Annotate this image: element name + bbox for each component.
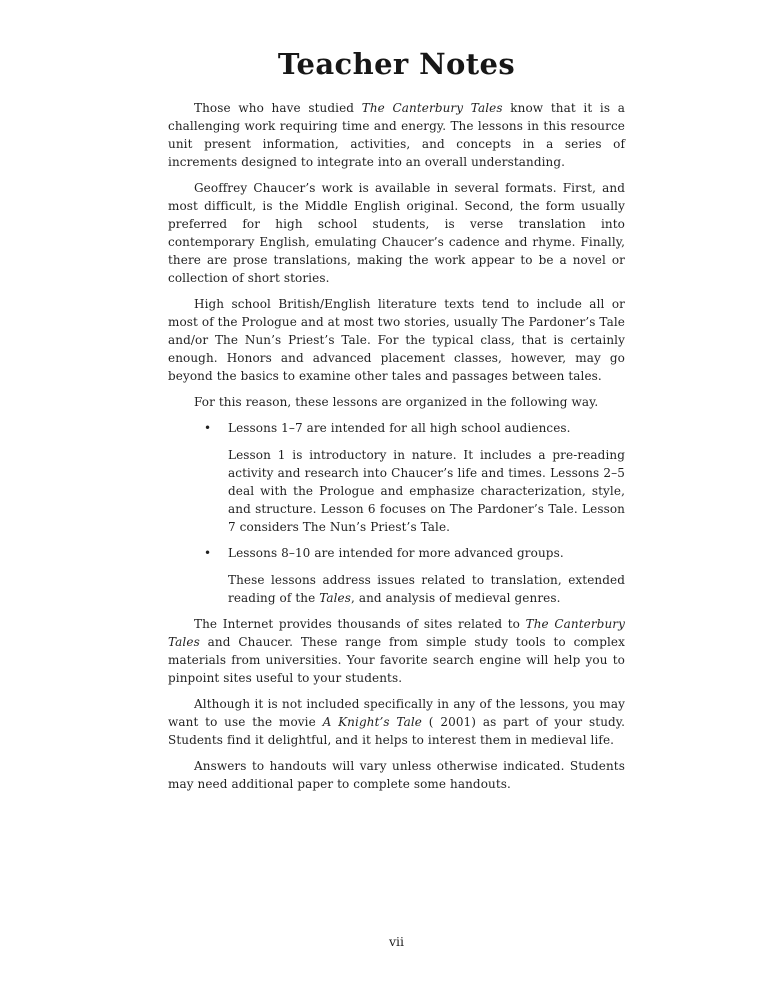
- italic-text: The Canterbury Tales: [168, 617, 625, 649]
- paragraph: [168, 99, 625, 171]
- indented-paragraph: [228, 571, 625, 607]
- text-segment: High school British/English literature texts tend to include all or most of the Prologue and at most two stories, usually The Pardoner’s Tale and/or The Nun’s Priest’s Tale. For the typical class, that is certainly enough. Honors and advanced placement classes, however, may go beyond the basics to examine other tales and passages between tales.: [168, 297, 625, 383]
- paragraph: [168, 393, 625, 411]
- text-segment: These lessons address issues related to translation, extended reading of the: [228, 573, 625, 605]
- italic-text: Tales: [319, 591, 352, 605]
- text-segment: Although it is not included specifically in any of the lessons, you may want to use the movie: [168, 697, 625, 729]
- text-segment: Lessons 1–7 are intended for all high school audiences.: [228, 421, 571, 435]
- text-segment: ( 2001) as part of your study. Students find it delightful, and it helps to interest them in medieval life.: [168, 715, 625, 747]
- bullet-text: [228, 544, 625, 562]
- paragraph: [168, 695, 625, 749]
- text-segment: Those who have studied: [194, 101, 362, 115]
- document-content: [168, 46, 625, 801]
- text-segment: Lessons 8–10 are intended for more advanced groups.: [228, 546, 564, 560]
- bullet-item: [168, 419, 625, 437]
- text-segment: Answers to handouts will vary unless otherwise indicated. Students may need additional paper to complete some handouts.: [168, 759, 625, 791]
- bullet-icon: •: [204, 421, 212, 435]
- bullet-item: [168, 544, 625, 562]
- italic-text: A Knight’s Tale: [322, 715, 423, 729]
- text-segment: For this reason, these lessons are organized in the following way.: [194, 395, 599, 409]
- paragraph: [168, 295, 625, 385]
- text-segment: , and analysis of medieval genres.: [351, 591, 561, 605]
- page-title: Teacher Notes: [277, 47, 516, 81]
- paragraph: [168, 757, 625, 793]
- italic-text: The Canterbury Tales: [361, 101, 503, 115]
- bullet-text: [228, 419, 625, 437]
- bullet-icon: •: [204, 546, 212, 560]
- document-body: [168, 99, 625, 793]
- page-number: vii: [388, 934, 405, 949]
- paragraph: [168, 179, 625, 287]
- paragraph: [168, 615, 625, 687]
- text-segment: The Internet provides thousands of sites related to: [194, 617, 526, 631]
- text-segment: Lesson 1 is introductory in nature. It includes a pre-reading activity and research into Chaucer’s life and times. Lessons 2–5 deal with the Prologue and emphasize characterization, style, and structure. Lesson 6 focuses on The Pardoner’s Tale. Lesson 7 considers The Nun’s Priest’s Tale.: [228, 448, 625, 534]
- text-segment: and Chaucer. These range from simple study tools to complex materials from universities. Your favorite search engine will help you to pinpoint sites useful to your students.: [168, 635, 625, 685]
- text-segment: know that it is a challenging work requiring time and energy. The lessons in this resource unit present information, activities, and concepts in a series of increments designed to integrate into an overall understanding.: [168, 101, 625, 169]
- indented-paragraph: [228, 446, 625, 536]
- text-segment: Geoffrey Chaucer’s work is available in several formats. First, and most difficult, is the Middle English original. Second, the form usually preferred for high school students, is verse translation into contemporary English, emulating Chaucer’s cadence and rhyme. Finally, there are prose translations, making the work appear to be a novel or collection of short stories.: [168, 181, 625, 285]
